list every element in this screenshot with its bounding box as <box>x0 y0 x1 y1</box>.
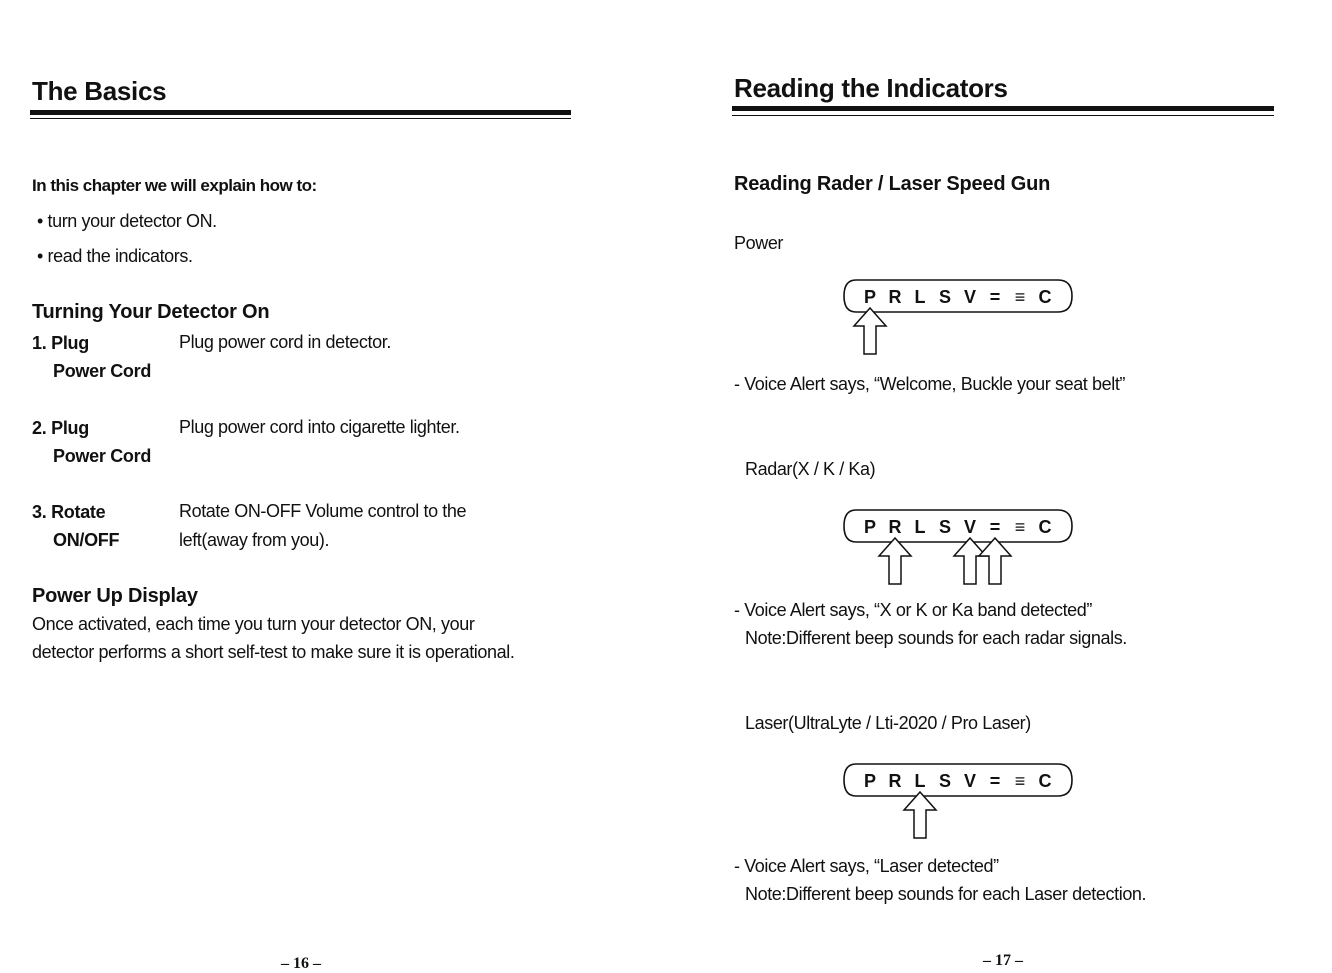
indicator-letter: L <box>914 771 926 791</box>
step-description: Plug power cord into cigarette lighter. <box>179 417 460 437</box>
paragraph-line: Once activated, each time you turn your detector ON, your <box>32 614 475 634</box>
bullet-item: • read the indicators. <box>37 246 193 266</box>
step-description: Rotate ON-OFF Volume control to the <box>179 501 467 521</box>
indicator-letter: = <box>989 287 1001 307</box>
note-text: Note:Different beep sounds for each Laser detection. <box>745 884 1147 904</box>
arrow-underlay <box>879 538 911 584</box>
arrow-underlay <box>854 308 886 354</box>
display-panel-svg <box>842 276 1074 360</box>
title-rule-thin <box>30 118 571 119</box>
indicator-letter: R <box>888 771 902 791</box>
voice-alert-text: - Voice Alert says, “X or K or Ka band detected” <box>734 600 1092 620</box>
bullet-item: • turn your detector ON. <box>37 211 217 231</box>
indicator-letter: V <box>963 771 977 791</box>
section-heading-turning-on: Turning Your Detector On <box>32 301 270 323</box>
step-description: Plug power cord in detector. <box>179 332 391 352</box>
title-rule <box>732 106 1274 111</box>
step-description: left(away from you). <box>179 530 330 550</box>
indicator-letter: R <box>888 287 902 307</box>
indicator-letter: ≡ <box>1014 517 1026 537</box>
title-rule <box>30 110 571 115</box>
page-number: – 17 – <box>983 952 1023 969</box>
voice-alert-text: - Voice Alert says, “Welcome, Buckle your seat belt” <box>734 374 1126 394</box>
page-title: The Basics <box>32 76 167 106</box>
arrow-underlay <box>904 792 936 838</box>
intro-heading: In this chapter we will explain how to: <box>32 176 317 195</box>
paragraph-line: detector performs a short self-test to make sure it is operational. <box>32 642 515 662</box>
indicator-letter: = <box>989 771 1001 791</box>
indicator-letter: = <box>989 517 1001 537</box>
step-number: 2. Plug <box>32 418 89 438</box>
indicator-letter: ≡ <box>1014 287 1026 307</box>
indicator-letter: S <box>938 287 952 307</box>
indicator-label: Power <box>734 233 784 253</box>
step-number: 1. Plug <box>32 333 89 353</box>
page-title: Reading the Indicators <box>734 73 1008 103</box>
indicator-letter: V <box>963 517 977 537</box>
step-label: ON/OFF <box>53 530 120 550</box>
indicator-letter: R <box>888 517 902 537</box>
indicator-letter: C <box>1038 287 1052 307</box>
display-panel-svg <box>842 506 1074 590</box>
indicator-display-panel <box>842 506 1074 590</box>
page-number: – 16 – <box>281 955 321 972</box>
step-label: Power Cord <box>53 446 152 466</box>
indicator-letter: L <box>914 517 926 537</box>
indicator-letter: ≡ <box>1014 771 1026 791</box>
note-text: Note:Different beep sounds for each radar signals. <box>745 628 1127 648</box>
indicator-label: Laser(UltraLyte / Lti-2020 / Pro Laser) <box>745 713 1031 733</box>
indicator-letter: P <box>863 771 877 791</box>
arrow-underlay <box>954 538 986 584</box>
title-rule-thin <box>732 115 1274 116</box>
indicator-letter: P <box>863 287 877 307</box>
indicator-letter: S <box>938 771 952 791</box>
section-heading-power-up: Power Up Display <box>32 585 198 607</box>
indicator-display-panel <box>842 760 1074 844</box>
indicator-letter: C <box>1038 771 1052 791</box>
arrow-underlay <box>979 538 1011 584</box>
indicator-letter: S <box>938 517 952 537</box>
step-number: 3. Rotate <box>32 502 106 522</box>
indicator-letter: P <box>863 517 877 537</box>
section-heading-speed-gun: Reading Rader / Laser Speed Gun <box>734 173 1051 195</box>
indicator-display-panel <box>842 276 1074 360</box>
indicator-letter: C <box>1038 517 1052 537</box>
indicator-label: Radar(X / K / Ka) <box>745 459 876 479</box>
indicator-letter: L <box>914 287 926 307</box>
voice-alert-text: - Voice Alert says, “Laser detected” <box>734 856 999 876</box>
display-panel-svg <box>842 760 1074 844</box>
step-label: Power Cord <box>53 361 152 381</box>
indicator-letter: V <box>963 287 977 307</box>
